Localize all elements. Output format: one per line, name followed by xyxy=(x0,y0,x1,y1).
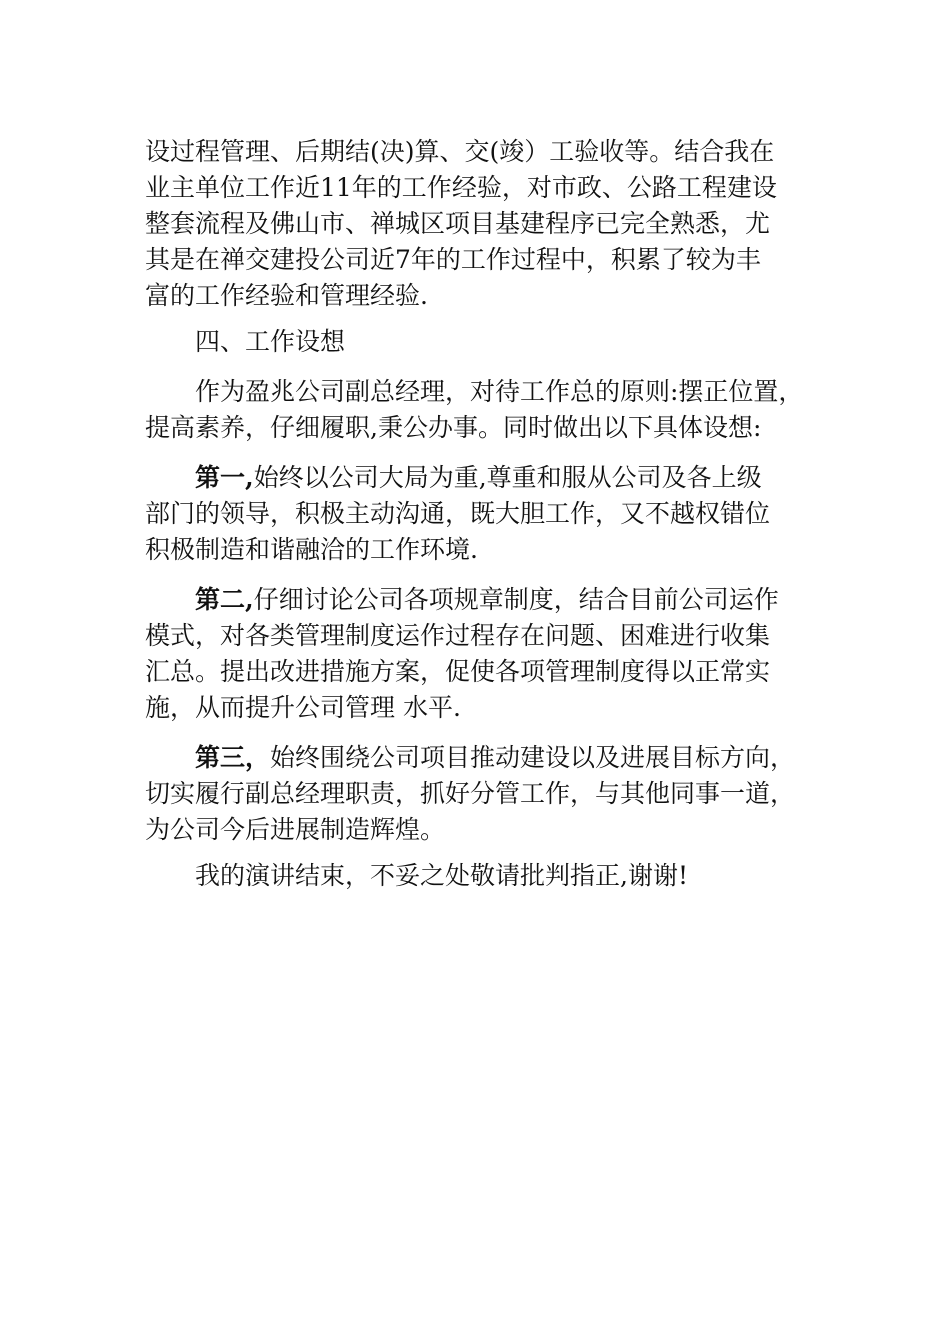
document-body xyxy=(145,134,815,894)
item-label-first: 第一, xyxy=(195,463,254,492)
closing-text: 我的演讲结束，不妥之处敬请批判指正,谢谢! xyxy=(195,861,688,890)
text-line: 施，从而提升公司管理 水平. xyxy=(145,693,461,722)
text-line: 设过程管理、后期结(决)算、交(竣）工验收等。结合我在 xyxy=(145,137,775,166)
closing-remarks xyxy=(145,858,815,894)
item-text: 始终围绕公司项目推动建设以及进展目标方向， xyxy=(270,743,796,772)
text-line: 其是在禅交建投公司近7年的工作过程中，积累了较为丰 xyxy=(145,245,761,274)
text-line xyxy=(145,582,815,618)
item-label-third: 第三， xyxy=(195,743,271,772)
paragraph-principles xyxy=(145,374,815,446)
text-line: 作为盈兆公司副总经理，对待工作总的原则:摆正位置， xyxy=(195,377,804,406)
text-line: 积极制造和谐融洽的工作环境. xyxy=(145,535,478,564)
item-text: 始终以公司大局为重,尊重和服从公司及各上级 xyxy=(253,463,762,492)
text-line xyxy=(145,460,815,496)
text-line: 整套流程及佛山市、禅城区项目基建程序已完全熟悉，尤 xyxy=(145,209,771,238)
plan-item-third xyxy=(145,740,815,848)
section-heading-work-plan xyxy=(145,324,815,360)
text-line: 提高素养，仔细履职,秉公办事。同时做出以下具体设想: xyxy=(145,413,762,442)
section-heading-text: 四、工作设想 xyxy=(195,327,346,356)
plan-item-second xyxy=(145,582,815,726)
text-line: 为公司今后进展制造辉煌。 xyxy=(145,815,446,844)
text-line: 模式，对各类管理制度运作过程存在问题、困难进行收集 xyxy=(145,621,771,650)
text-line: 切实履行副总经理职责，抓好分管工作，与其他同事一道， xyxy=(145,779,796,808)
text-line xyxy=(145,740,815,776)
text-line: 富的工作经验和管理经验. xyxy=(145,281,428,310)
item-label-second: 第二, xyxy=(195,585,254,614)
text-line: 部门的领导，积极主动沟通，既大胆工作，又不越权错位 xyxy=(145,499,771,528)
text-line: 业主单位工作近11年的工作经验，对市政、公路工程建设 xyxy=(145,173,777,202)
paragraph-experience xyxy=(145,134,815,314)
text-line: 汇总。提出改进措施方案，促使各项管理制度得以正常实 xyxy=(145,657,771,686)
plan-item-first xyxy=(145,460,815,568)
item-text: 仔细讨论公司各项规章制度，结合目前公司运作 xyxy=(253,585,779,614)
